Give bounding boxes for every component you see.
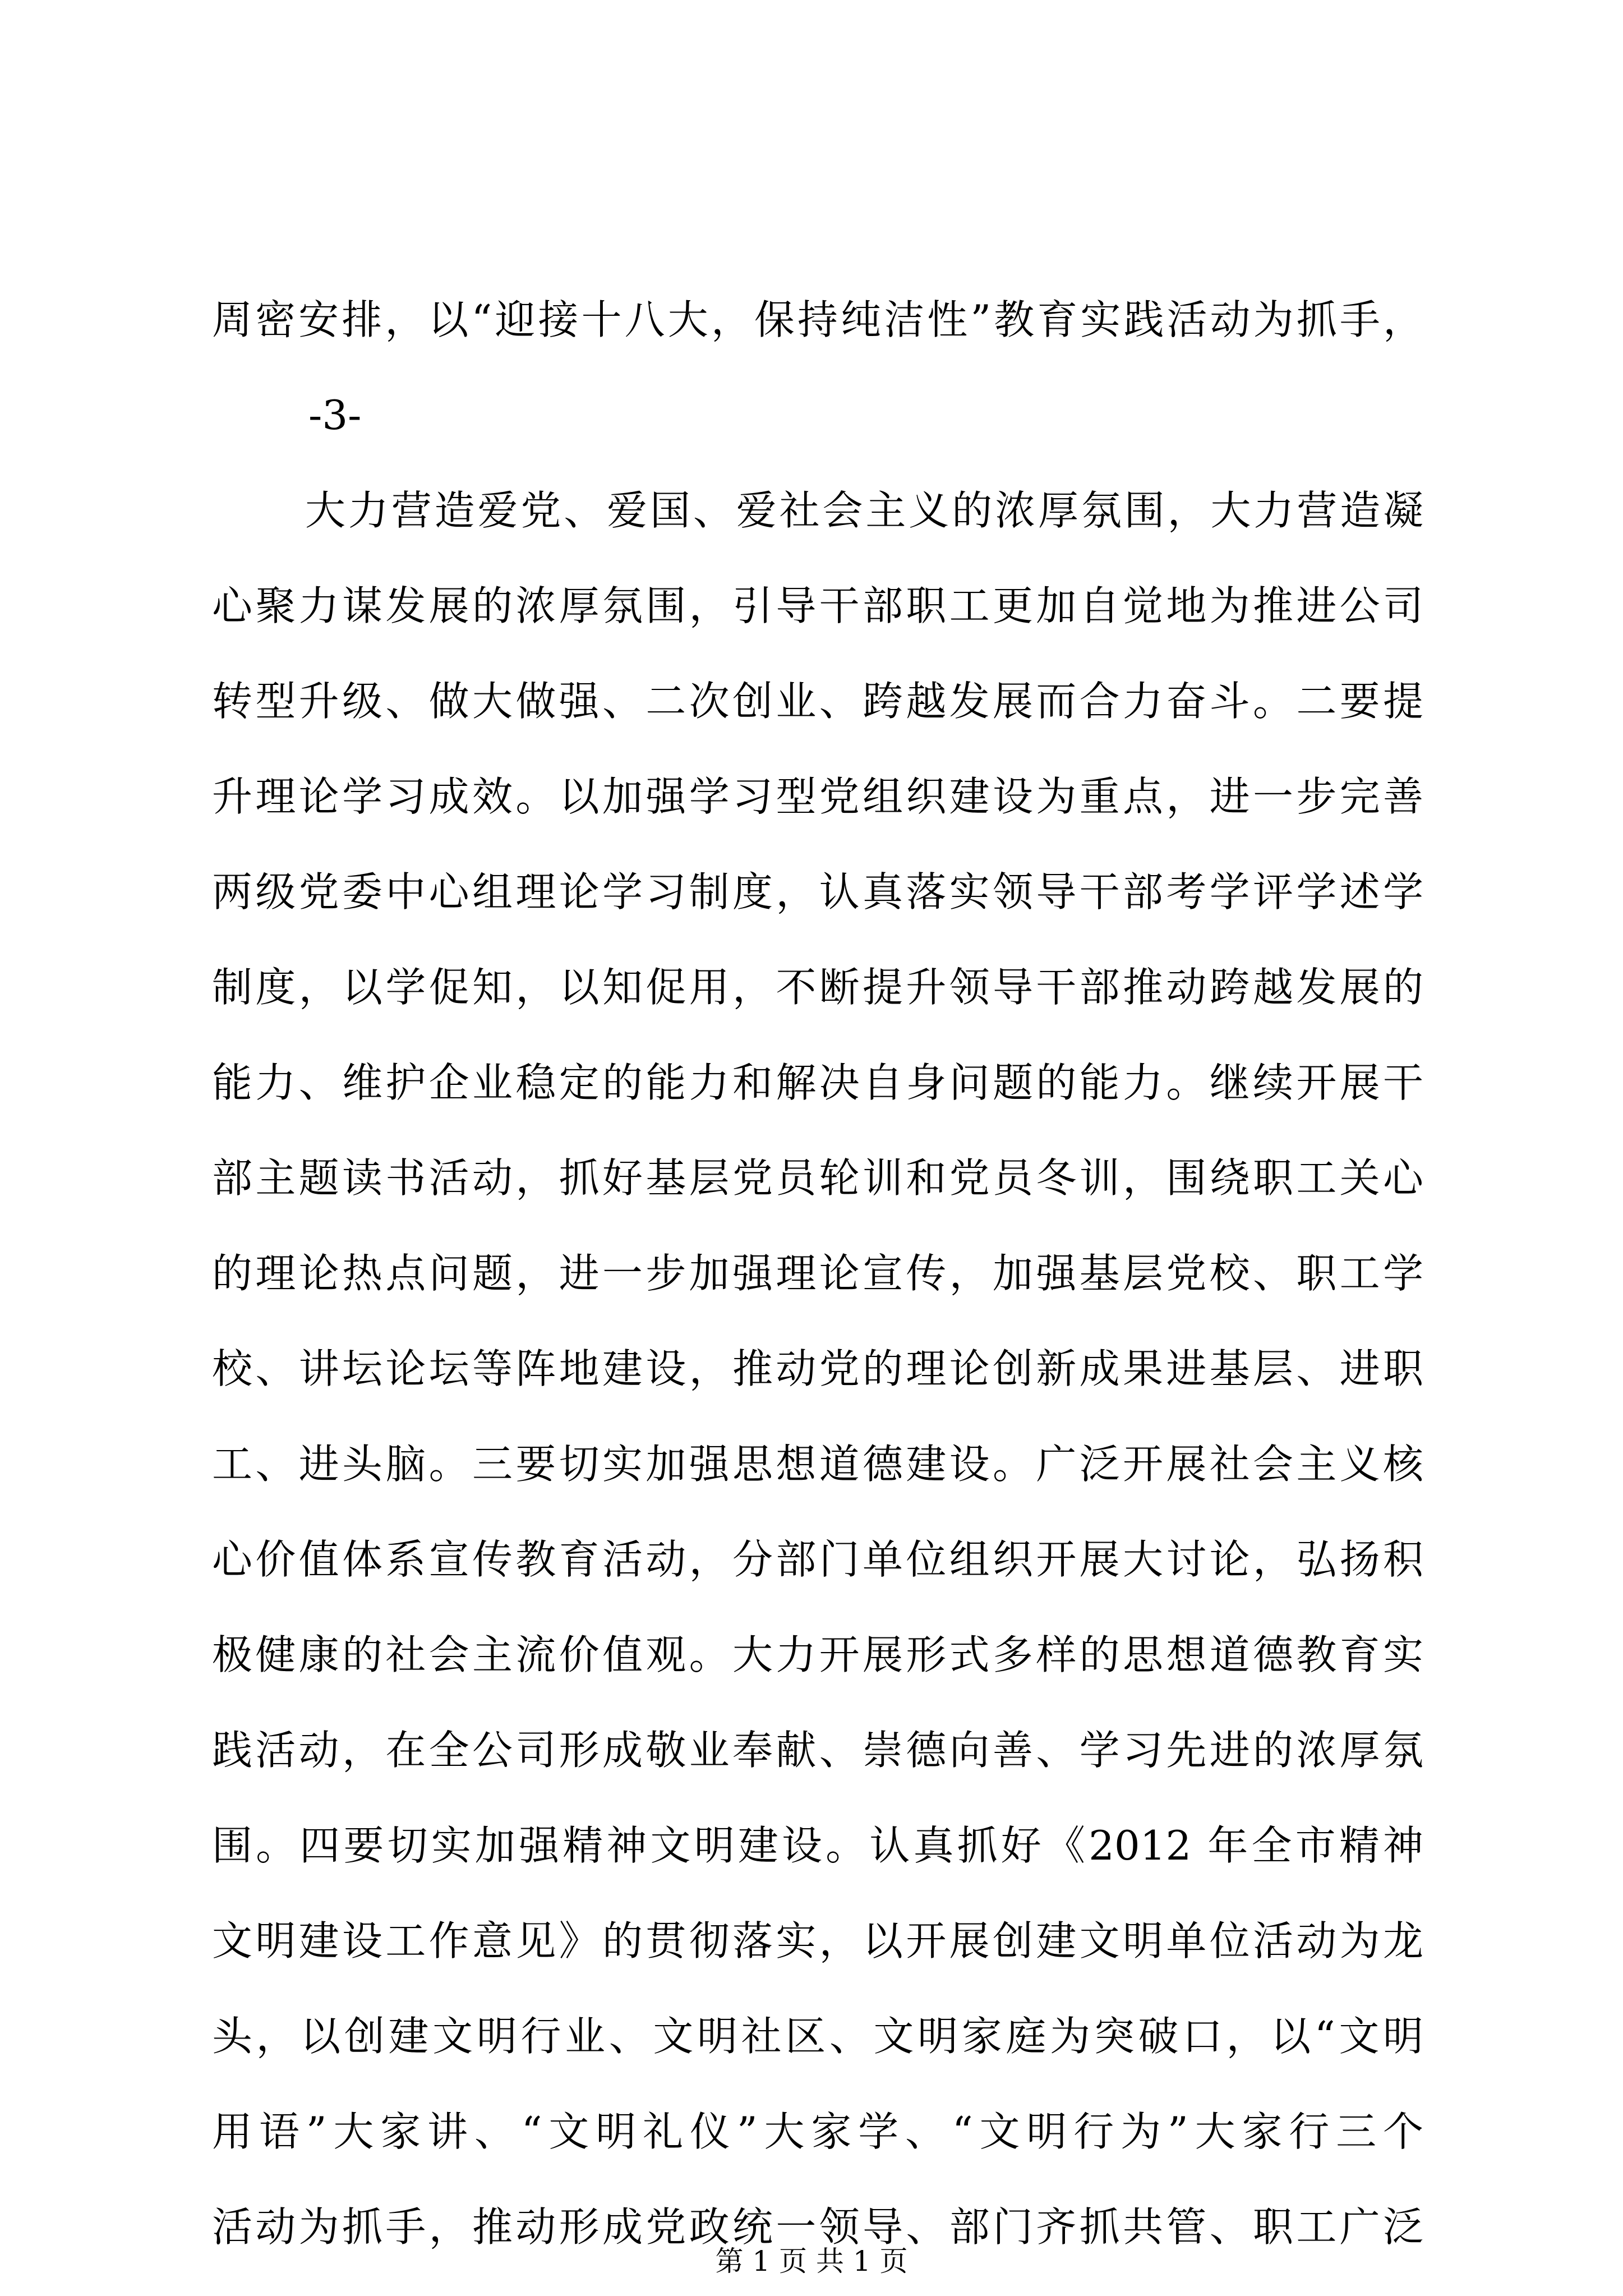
- text-line: 校、讲坛论坛等阵地建设，推动党的理论创新成果进基层、进职: [212, 1345, 1423, 1392]
- text-line: 心聚力谋发展的浓厚氛围，引导干部职工更加自觉地为推进公司: [212, 582, 1423, 629]
- text-line: 升理论学习成效。以加强学习型党组织建设为重点，进一步完善: [212, 773, 1423, 820]
- text-line: 头，以创建文明行业、文明社区、文明家庭为突破口，以“文明: [212, 2013, 1423, 2060]
- text-line: 用语”大家讲、“文明礼仪”大家学、“文明行为”大家行三个: [212, 2108, 1423, 2155]
- text-line: 活动为抓手，推动形成党政统一领导、部门齐抓共管、职工广泛: [212, 2203, 1423, 2251]
- text-line: 制度，以学促知，以知促用，不断提升领导干部推动跨越发展的: [212, 964, 1423, 1011]
- text-line: 践活动，在全公司形成敬业奉献、崇德向善、学习先进的浓厚氛: [212, 1727, 1423, 1774]
- text-line: 文明建设工作意见》的贯彻落实，以开展创建文明单位活动为龙: [212, 1917, 1423, 1964]
- text-line: 的理论热点问题，进一步加强理论宣传，加强基层党校、职工学: [212, 1250, 1423, 1297]
- paragraph-first-line: 大力营造爱党、爱国、爱社会主义的浓厚氛围，大力营造凝: [305, 487, 1423, 534]
- text-line: 围。四要切实加强精神文明建设。认真抓好《2012 年全市精神: [212, 1822, 1423, 1869]
- text-line: 心价值体系宣传教育活动，分部门单位组织开展大讨论，弘扬积: [212, 1536, 1423, 1583]
- text-line: 极健康的社会主流价值观。大力开展形式多样的思想道德教育实: [212, 1631, 1423, 1678]
- page-footer: 第 1 页 共 1 页: [715, 2245, 908, 2277]
- inline-page-number: -3-: [308, 392, 362, 439]
- text-line: 工、进头脑。三要切实加强思想道德建设。广泛开展社会主义核: [212, 1441, 1423, 1488]
- text-line: 转型升级、做大做强、二次创业、跨越发展而合力奋斗。二要提: [212, 678, 1423, 725]
- text-line: 能力、维护企业稳定的能力和解决自身问题的能力。继续开展干: [212, 1059, 1423, 1106]
- text-line: 部主题读书活动，抓好基层党员轮训和党员冬训，围绕职工关心: [212, 1154, 1423, 1202]
- text-line: 周密安排，以“迎接十八大，保持纯洁性”教育实践活动为抓手，: [212, 296, 1423, 343]
- text-line: 两级党委中心组理论学习制度，认真落实领导干部考学评学述学: [212, 868, 1423, 915]
